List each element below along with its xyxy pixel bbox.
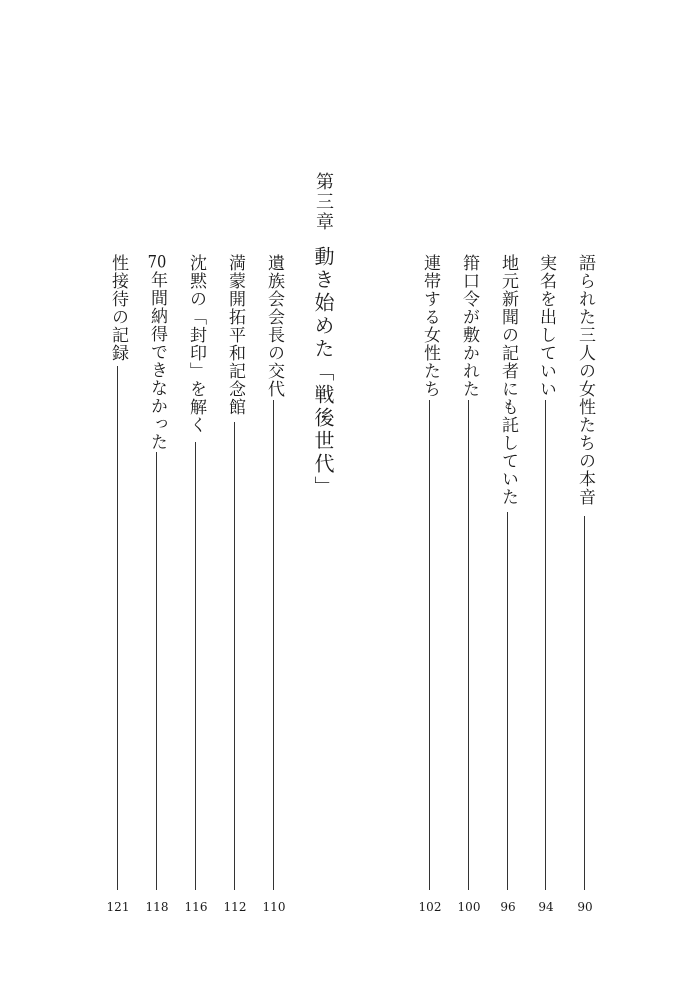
- leader-line: [584, 516, 585, 890]
- page-number: 102: [418, 900, 442, 914]
- page-number: 90: [577, 900, 593, 914]
- page-number: 100: [457, 900, 481, 914]
- page-number: 118: [145, 900, 169, 914]
- page-number: 112: [223, 900, 247, 914]
- toc-entry-title: 箝口令が敷かれた: [459, 254, 479, 398]
- page-number: 96: [500, 900, 516, 914]
- page-number: 116: [184, 900, 208, 914]
- toc-entry-title: 満蒙開拓平和記念館: [225, 254, 245, 416]
- leader-line: [234, 422, 235, 890]
- leader-line: [117, 366, 118, 890]
- page-number: 110: [262, 900, 286, 914]
- toc-entry-title: [145, 254, 169, 451]
- leader-line: [545, 400, 546, 890]
- chapter-title: 動き始めた「戦後世代」: [311, 246, 335, 499]
- toc-entry-title-number: 70: [147, 254, 167, 271]
- page-number: 94: [538, 900, 554, 914]
- toc-entry-title: 遺族会会長の交代: [264, 254, 284, 398]
- toc-entry-title-text: 年間納得できなかった: [147, 271, 167, 451]
- leader-line: [507, 512, 508, 890]
- toc-entry-title: 語られた三人の女性たちの本音: [575, 254, 595, 506]
- leader-line: [429, 400, 430, 890]
- toc-entry-title: 性接待の記録: [108, 254, 128, 362]
- leader-line: [195, 442, 196, 890]
- chapter-label: 第三章: [313, 172, 334, 232]
- toc-entry-title: 沈黙の「封印」を解く: [186, 254, 206, 434]
- toc-entry-title: 連帯する女性たち: [420, 254, 440, 398]
- toc-entry-title: 実名を出していい: [536, 254, 556, 398]
- leader-line: [156, 452, 157, 890]
- leader-line: [273, 400, 274, 890]
- leader-line: [468, 400, 469, 890]
- toc-entry-title: 地元新聞の記者にも託していた: [498, 254, 518, 506]
- page-number: 121: [106, 900, 130, 914]
